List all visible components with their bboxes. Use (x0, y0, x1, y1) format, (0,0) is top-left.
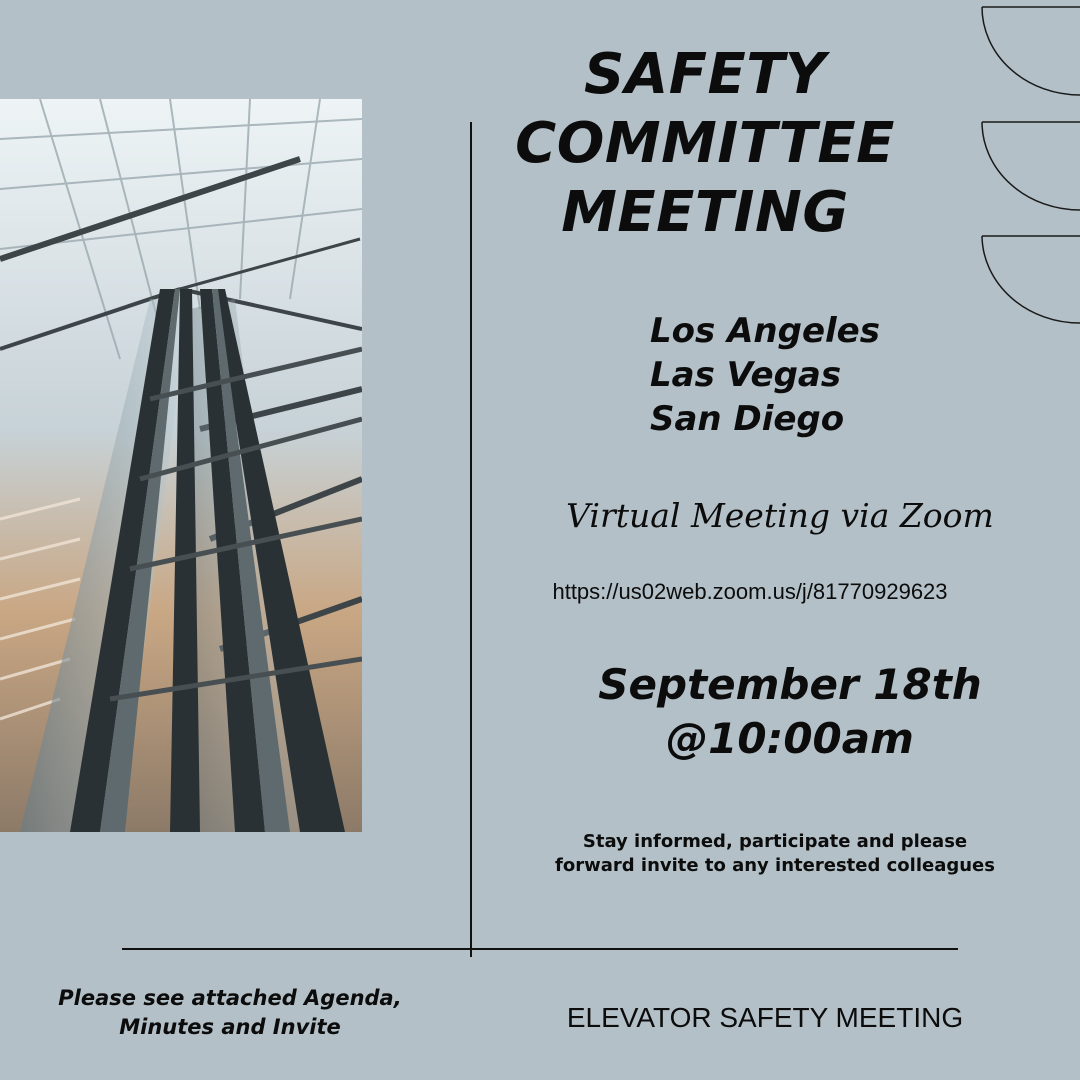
horizontal-divider (122, 948, 958, 950)
invite-blurb (520, 830, 1030, 878)
date-line: September 18th (598, 660, 982, 709)
location-item: Los Angeles (650, 311, 880, 351)
location-item: San Diego (650, 399, 845, 439)
attachment-line-1: Please see attached Agenda, (58, 986, 402, 1010)
title-line-3: MEETING (561, 180, 849, 245)
blurb-line-2: forward invite to any interested colleagues (555, 855, 995, 876)
elevator-shaft-illustration (0, 99, 362, 832)
blurb-line-1: Stay informed, participate and please (582, 831, 968, 852)
elevator-shaft-photo (0, 99, 362, 832)
location-item: Las Vegas (650, 355, 842, 395)
vertical-divider (470, 122, 472, 957)
title-line-2: COMMITTEE (515, 111, 895, 176)
footer-title: ELEVATOR SAFETY MEETING (566, 1002, 964, 1033)
attachment-line-2: Minutes and Invite (119, 1015, 341, 1039)
location-list (650, 309, 880, 441)
virtual-meeting-text: Virtual Meeting via Zoom (566, 496, 994, 535)
time-line: @10:00am (666, 714, 914, 763)
meeting-date (560, 658, 1020, 766)
title-line-1: SAFETY (584, 42, 826, 107)
page-title (470, 40, 940, 247)
attachment-note (40, 984, 420, 1042)
decorative-half-circles (975, 0, 1080, 330)
zoom-link[interactable]: https://us02web.zoom.us/j/81770929623 (552, 579, 948, 604)
